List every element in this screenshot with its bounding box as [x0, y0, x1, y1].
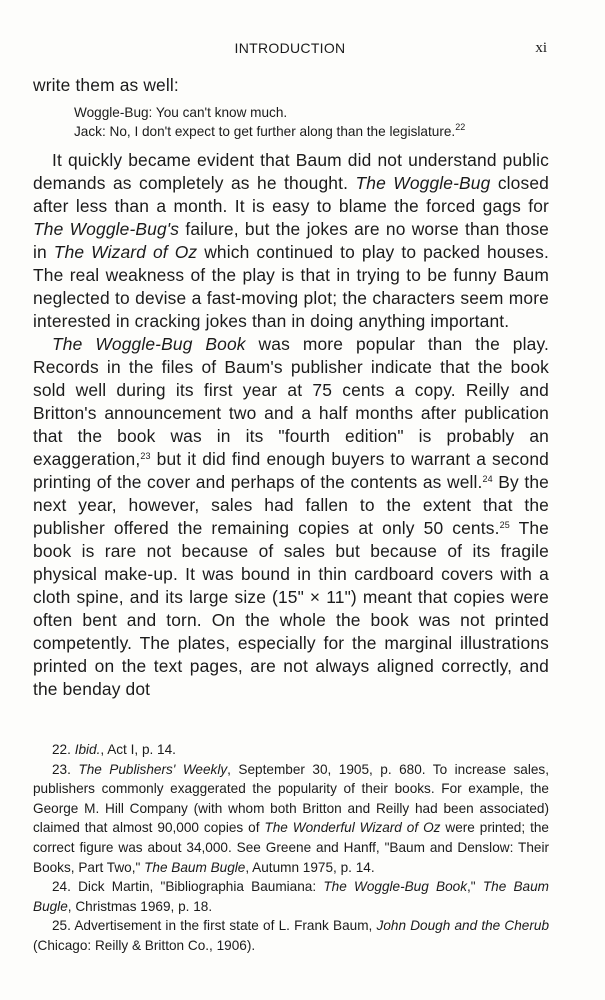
footnote-ref: 22 [455, 122, 466, 132]
footnote-ref: 24 [482, 474, 493, 484]
footnotes [33, 740, 549, 956]
play-dialogue [74, 103, 549, 141]
footnote: 23. The Publishers' Weekly, September 30, 1905, p. 680. To increase sales, publishers commonly exaggerated the popularity of their books. For example, the George M. Hill Company (with whom both Britton and Reilly had been associated) claimed that almost 90,000 copies of The Wonderful Wizard of Oz were printed; the correct figure was about 34,000. See Greene and Hanff, "Baum and Denslow: Their Books, Part Two," The Baum Bugle, Autumn 1975, p. 14. [33, 761, 549, 875]
page-header [0, 40, 605, 60]
speaker: Jack: [74, 124, 106, 139]
opening-line: write them as well: [33, 75, 179, 95]
footnote-ref: 23 [140, 451, 151, 461]
dialogue-text: You can't know much. [155, 105, 288, 120]
dialogue-text: No, I don't expect to get further along than the legislature. [109, 124, 456, 139]
footnote-ref: 25 [499, 520, 510, 530]
speaker: Woggle-Bug: [74, 105, 153, 120]
page-number: xi [535, 40, 547, 56]
paragraph: The Woggle-Bug Book was more popular than the play. Records in the files of Baum's publisher indicate that the book sold well during its first year at 75 cents a copy. Reilly and Britton's announcement two and a half months after publication that the book was in its "fourth edition" is probably an exaggeration,$^{23}$ but it did find enough buyers to warrant a second printing of the cover and perhaps of the contents as well.$^{24}$ By the next year, however, sales had fallen to the extent that the publisher offered the remaining copies at only 50 cents.$^{25}$ The book is rare not because of sales but because of its fragile physical make-up. It was bound in thin cardboard covers with a cloth spine, and its large size (15" × 11") meant that copies were often bent and torn. On the whole the book was not printed competently. The plates, especially for the marginal illustrations printed on the text pages, are not always aligned correctly, and the benday dot [33, 334, 549, 699]
dialogue-line [74, 103, 549, 122]
body-text [33, 74, 549, 701]
dialogue-line [74, 122, 549, 141]
footnote: 22. Ibid., Act I, p. 14. [52, 742, 176, 757]
footnote: 24. Dick Martin, "Bibliographia Baumiana: The Woggle-Bug Book," The Baum Bugle, Christmas 1969, p. 18. [33, 879, 549, 914]
running-title: INTRODUCTION [234, 40, 346, 56]
footnote: 25. Advertisement in the first state of L. Frank Baum, John Dough and the Cherub (Chicago: Reilly & Britton Co., 1906). [33, 918, 550, 953]
paragraph: It quickly became evident that Baum did not understand public demands as completely as he thought. The Woggle-Bug closed after less than a month. It is easy to blame the forced gags for The Woggle-Bug's failure, but the jokes are no worse than those in The Wizard of Oz which continued to play to packed houses. The real weakness of the play is that in trying to be funny Baum neglected to devise a fast-moving plot; the characters seem more interested in cracking jokes than in doing anything important. [33, 150, 549, 331]
